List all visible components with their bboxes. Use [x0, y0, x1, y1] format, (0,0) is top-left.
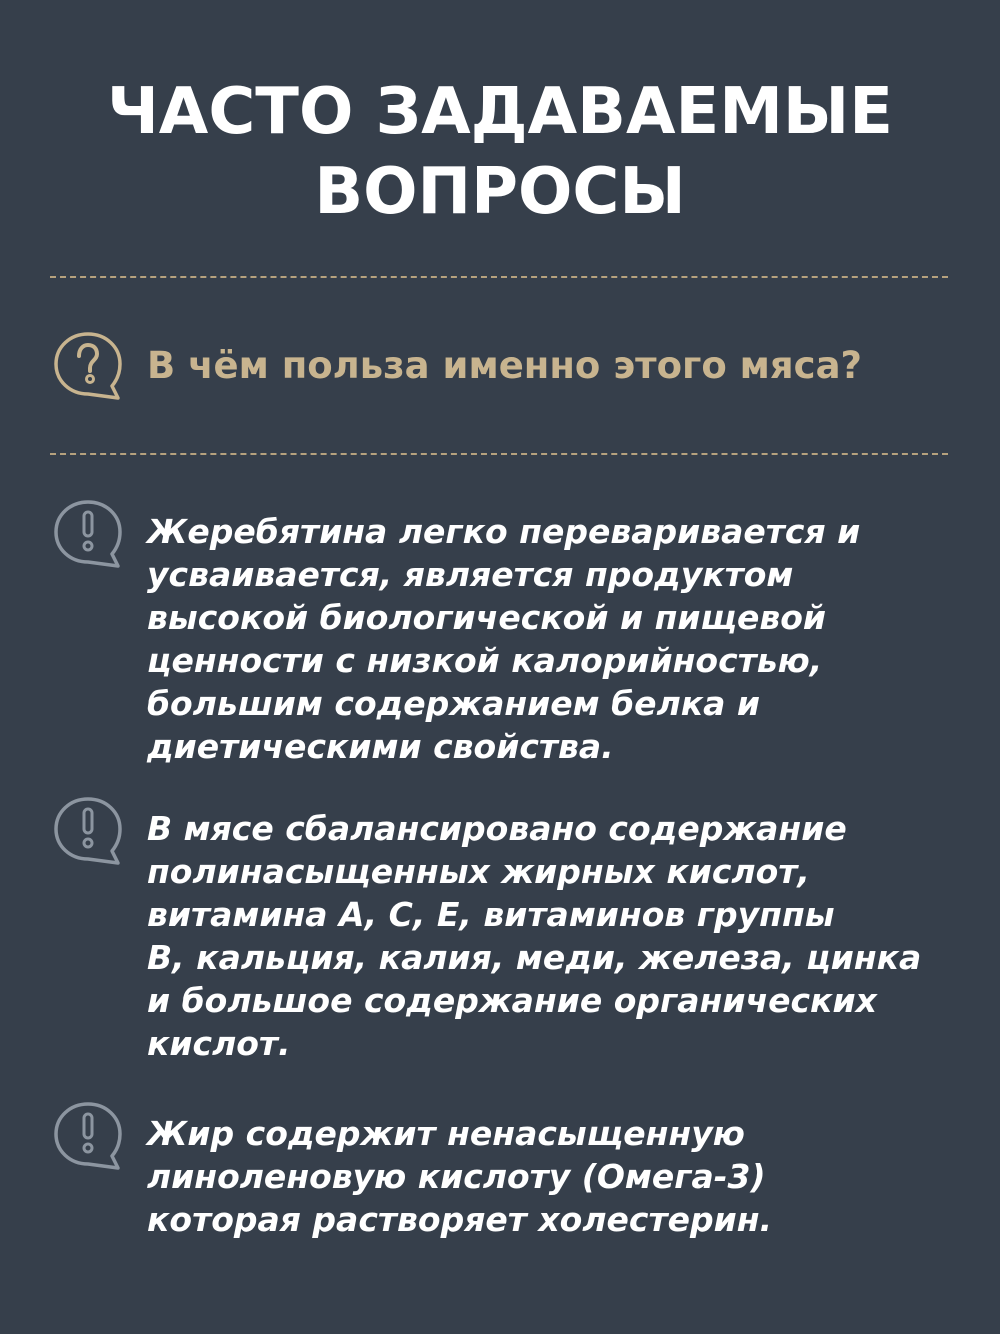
answer-line: В, кальция, калия, меди, железа, цинка: [147, 938, 922, 977]
answer-line: большим содержанием белка и: [147, 684, 761, 723]
question-bubble-icon: [52, 330, 124, 402]
answer-text: [147, 510, 947, 768]
answer-line: Жеребятина легко переваривается и: [147, 512, 861, 551]
answer-line: Жир содержит ненасыщенную: [147, 1114, 745, 1153]
page-title: [0, 72, 1000, 232]
exclamation-bubble-icon: [52, 1100, 124, 1172]
answer-line: полинасыщенных жирных кислот,: [147, 852, 810, 891]
answer-line: кислот.: [147, 1024, 291, 1063]
exclamation-bubble-icon: [52, 498, 124, 570]
title-line-1: ЧАСТО ЗАДАВАЕМЫЕ: [107, 75, 893, 149]
question-text: В чём польза именно этого мяса?: [147, 344, 863, 387]
answer-line: витамина А, С, Е, витаминов группы: [147, 895, 835, 934]
answer-line: которая растворяет холестерин.: [147, 1200, 773, 1239]
answer-line: диетическими свойства.: [147, 727, 614, 766]
exclamation-bubble-icon: [52, 795, 124, 867]
answer-line: линоленовую кислоту (Омега-3): [147, 1157, 766, 1196]
answer-line: В мясе сбалансировано содержание: [147, 809, 847, 848]
answer-line: высокой биологической и пищевой: [147, 598, 827, 637]
answer-line: усваивается, является продуктом: [147, 555, 794, 594]
title-line-2: ВОПРОСЫ: [314, 155, 686, 229]
answer-text: [147, 1112, 947, 1241]
divider-bottom: [50, 453, 948, 455]
answer-text: [147, 807, 947, 1065]
question-row: [52, 330, 952, 410]
answer-line: ценности с низкой калорийностью,: [147, 641, 823, 680]
divider-top: [50, 276, 948, 278]
answer-line: и большое содержание органических: [147, 981, 877, 1020]
